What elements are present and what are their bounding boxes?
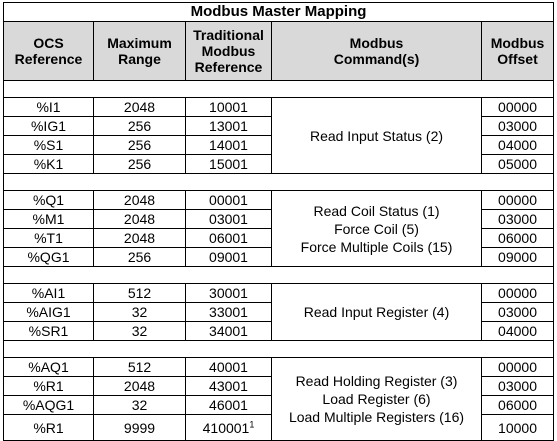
modbus-offset-cell: 04000 bbox=[482, 322, 554, 341]
modbus-offset-cell: 03000 bbox=[482, 303, 554, 322]
modbus-offset-cell: 03000 bbox=[482, 117, 554, 136]
traditional-reference-cell bbox=[186, 358, 272, 377]
modbus-offset-cell: 09000 bbox=[482, 248, 554, 267]
maximum-range-cell: 2048 bbox=[94, 229, 186, 248]
maximum-range-cell: 256 bbox=[94, 117, 186, 136]
ocs-reference-cell: %R1 bbox=[4, 377, 94, 396]
ocs-reference-cell: %I1 bbox=[4, 98, 94, 117]
ocs-reference-cell: %S1 bbox=[4, 136, 94, 155]
modbus-command-text: Read Coil Status (1) bbox=[313, 202, 440, 219]
modbus-commands-cell bbox=[272, 191, 482, 267]
maximum-range-cell: 256 bbox=[94, 136, 186, 155]
traditional-reference-value: 43001 bbox=[209, 378, 248, 394]
ocs-reference-cell: %AIG1 bbox=[4, 303, 94, 322]
ocs-reference-cell: %QG1 bbox=[4, 248, 94, 267]
header-ocs-reference bbox=[4, 22, 94, 81]
header-ocs-line2: Reference bbox=[14, 51, 83, 67]
modbus-command-text: Load Multiple Registers (16) bbox=[288, 409, 465, 425]
traditional-reference-value: 14001 bbox=[209, 137, 248, 153]
ocs-reference-cell: %Q1 bbox=[4, 191, 94, 210]
maximum-range-cell: 2048 bbox=[94, 191, 186, 210]
header-modbus-commands bbox=[272, 22, 482, 81]
traditional-reference-cell bbox=[186, 229, 272, 248]
traditional-reference-cell bbox=[186, 377, 272, 396]
traditional-reference-value: 03001 bbox=[209, 211, 248, 227]
ocs-reference-cell: %AI1 bbox=[4, 284, 94, 303]
modbus-offset-cell: 00000 bbox=[482, 191, 554, 210]
modbus-offset-cell: 10000 bbox=[482, 415, 554, 441]
header-modbus-offset bbox=[482, 22, 554, 81]
traditional-reference-value: 30001 bbox=[209, 285, 248, 301]
maximum-range-cell: 256 bbox=[94, 155, 186, 174]
modbus-mapping-table bbox=[3, 2, 554, 441]
table-title: Modbus Master Mapping bbox=[4, 3, 554, 22]
traditional-reference-cell bbox=[186, 322, 272, 341]
table-row bbox=[4, 284, 554, 303]
table-row bbox=[4, 191, 554, 210]
modbus-commands-cell bbox=[272, 284, 482, 341]
group-spacer-row bbox=[4, 267, 554, 284]
modbus-offset-cell: 05000 bbox=[482, 155, 554, 174]
modbus-command-text: Read Input Register (4) bbox=[303, 304, 450, 320]
modbus-mapping-document bbox=[3, 2, 554, 441]
spacer-cell bbox=[4, 267, 554, 284]
maximum-range-cell: 512 bbox=[94, 284, 186, 303]
header-max-line1: Maximum bbox=[107, 35, 172, 51]
group-spacer-row bbox=[4, 81, 554, 98]
traditional-reference-cell bbox=[186, 117, 272, 136]
traditional-reference-value: 40001 bbox=[209, 359, 248, 375]
traditional-reference-value: 410001 bbox=[202, 419, 250, 436]
header-offset-line1: Modbus bbox=[490, 35, 545, 51]
modbus-commands-cell bbox=[272, 358, 482, 441]
header-offset-line2: Offset bbox=[497, 51, 538, 67]
group-spacer-row bbox=[4, 174, 554, 191]
maximum-range-cell: 32 bbox=[94, 303, 186, 322]
modbus-command-text: Load Register (6) bbox=[322, 391, 431, 407]
modbus-command-text: Read Input Status (2) bbox=[309, 127, 444, 144]
header-trad-line3: Reference bbox=[194, 59, 263, 75]
traditional-reference-value: 06001 bbox=[209, 230, 248, 246]
traditional-reference-cell bbox=[186, 210, 272, 229]
modbus-offset-cell: 04000 bbox=[482, 136, 554, 155]
traditional-reference-cell bbox=[186, 98, 272, 117]
traditional-reference-value: 34001 bbox=[209, 323, 248, 339]
spacer-cell bbox=[4, 174, 554, 191]
modbus-offset-cell: 00000 bbox=[482, 98, 554, 117]
traditional-reference-cell bbox=[186, 136, 272, 155]
traditional-reference-cell bbox=[186, 415, 272, 441]
maximum-range-cell: 32 bbox=[94, 322, 186, 341]
modbus-offset-cell: 06000 bbox=[482, 229, 554, 248]
traditional-reference-cell bbox=[186, 284, 272, 303]
modbus-offset-cell: 03000 bbox=[482, 377, 554, 396]
modbus-offset-cell: 00000 bbox=[482, 284, 554, 303]
header-trad-line1: Traditional bbox=[193, 27, 264, 43]
traditional-reference-cell bbox=[186, 155, 272, 174]
traditional-reference-value: 10001 bbox=[209, 99, 248, 115]
table-row bbox=[4, 358, 554, 377]
traditional-reference-value: 13001 bbox=[209, 118, 248, 134]
header-trad-line2: Modbus bbox=[201, 43, 256, 59]
modbus-offset-cell: 00000 bbox=[482, 358, 554, 377]
header-maximum-range bbox=[94, 22, 186, 81]
modbus-command-text: Force Multiple Coils (15) bbox=[300, 238, 453, 255]
ocs-reference-cell: %AQG1 bbox=[4, 396, 94, 415]
ocs-reference-cell: %R1 bbox=[4, 415, 94, 441]
traditional-reference-cell bbox=[186, 396, 272, 415]
maximum-range-cell: 2048 bbox=[94, 210, 186, 229]
header-traditional-reference bbox=[186, 22, 272, 81]
header-max-line2: Range bbox=[118, 51, 161, 67]
header-cmd-line1: Modbus bbox=[349, 35, 404, 51]
footnote-marker: 1 bbox=[249, 418, 255, 429]
header-cmd-line2: Command(s) bbox=[333, 51, 420, 67]
ocs-reference-cell: %K1 bbox=[4, 155, 94, 174]
maximum-range-cell: 2048 bbox=[94, 377, 186, 396]
traditional-reference-value: 46001 bbox=[209, 397, 248, 413]
maximum-range-cell: 512 bbox=[94, 358, 186, 377]
traditional-reference-value: 15001 bbox=[209, 156, 248, 172]
header-row bbox=[4, 22, 554, 81]
modbus-command-text: Read Holding Register (3) bbox=[295, 373, 458, 389]
traditional-reference-value: 33001 bbox=[209, 304, 248, 320]
modbus-offset-cell: 06000 bbox=[482, 396, 554, 415]
modbus-command-text: Force Coil (5) bbox=[334, 220, 419, 237]
spacer-cell bbox=[4, 341, 554, 358]
maximum-range-cell: 256 bbox=[94, 248, 186, 267]
traditional-reference-cell bbox=[186, 248, 272, 267]
maximum-range-cell: 9999 bbox=[94, 415, 186, 441]
traditional-reference-value: 00001 bbox=[209, 192, 248, 208]
table-row bbox=[4, 98, 554, 117]
group-spacer-row bbox=[4, 341, 554, 358]
ocs-reference-cell: %M1 bbox=[4, 210, 94, 229]
ocs-reference-cell: %SR1 bbox=[4, 322, 94, 341]
ocs-reference-cell: %AQ1 bbox=[4, 358, 94, 377]
modbus-commands-cell bbox=[272, 98, 482, 174]
traditional-reference-cell bbox=[186, 191, 272, 210]
modbus-offset-cell: 03000 bbox=[482, 210, 554, 229]
maximum-range-cell: 32 bbox=[94, 396, 186, 415]
traditional-reference-cell bbox=[186, 303, 272, 322]
maximum-range-cell: 2048 bbox=[94, 98, 186, 117]
ocs-reference-cell: %T1 bbox=[4, 229, 94, 248]
spacer-cell bbox=[4, 81, 554, 98]
header-ocs-line1: OCS bbox=[33, 35, 64, 51]
traditional-reference-value: 09001 bbox=[209, 249, 248, 265]
ocs-reference-cell: %IG1 bbox=[4, 117, 94, 136]
